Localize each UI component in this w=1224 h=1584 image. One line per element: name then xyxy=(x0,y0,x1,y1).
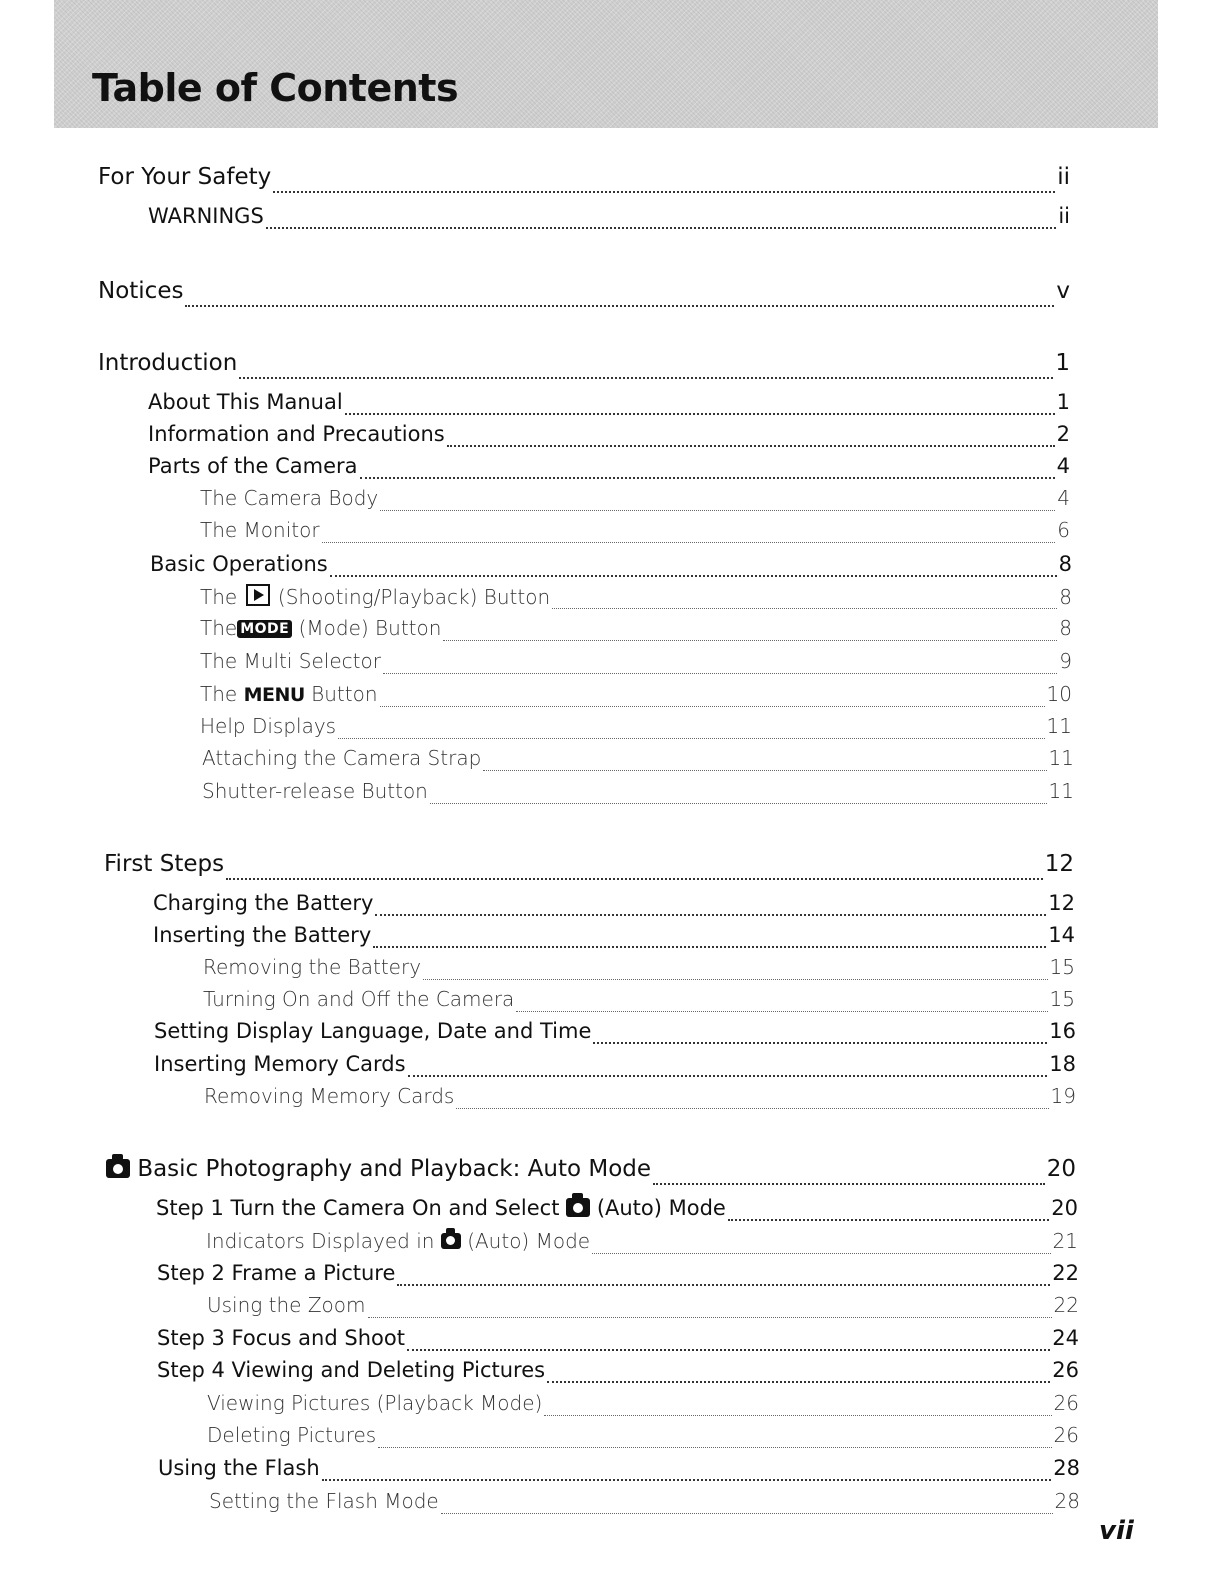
toc-entry-title: Setting Display Language, Date and Time xyxy=(154,1019,592,1043)
toc-entry[interactable] xyxy=(153,923,1075,953)
toc-entry-page: ii xyxy=(1058,204,1070,228)
toc-entry[interactable] xyxy=(200,649,1072,679)
toc-entry-page: 15 xyxy=(1049,987,1075,1011)
dot-leader xyxy=(552,608,1057,609)
dot-leader xyxy=(273,191,1055,193)
dot-leader xyxy=(447,445,1055,447)
toc-entry-title: Turning On and Off the Camera xyxy=(203,987,515,1011)
toc-entry[interactable] xyxy=(207,1293,1079,1323)
auto-mode-camera-icon xyxy=(566,1198,590,1217)
toc-entry[interactable] xyxy=(200,714,1072,744)
toc-entry[interactable] xyxy=(157,1326,1079,1356)
toc-entry-page: 22 xyxy=(1053,1293,1079,1317)
dot-leader xyxy=(345,413,1055,415)
toc-entry-title: Step 4 Viewing and Deleting Pictures xyxy=(157,1358,546,1382)
toc-entry[interactable] xyxy=(148,390,1070,420)
toc-entry-page: 6 xyxy=(1057,518,1070,542)
toc-entry-title: About This Manual xyxy=(148,390,343,414)
toc-entry-title: Viewing Pictures (Playback Mode) xyxy=(207,1391,543,1415)
dot-leader xyxy=(456,1108,1048,1109)
toc-entry-title: Removing the Battery xyxy=(203,955,422,979)
toc-entry-title: For Your Safety xyxy=(98,164,272,190)
toc-entry[interactable] xyxy=(106,1156,1076,1190)
toc-entry-title: Inserting Memory Cards xyxy=(154,1052,406,1076)
dot-leader xyxy=(360,477,1055,479)
toc-entry[interactable] xyxy=(154,1019,1076,1049)
toc-entry-title: Introduction xyxy=(98,350,238,376)
toc-entry-page: 4 xyxy=(1056,454,1070,478)
dot-leader xyxy=(380,706,1045,707)
dot-leader xyxy=(322,542,1056,543)
toc-entry-title xyxy=(200,682,378,706)
toc-entry[interactable] xyxy=(209,1489,1080,1519)
toc-entry-page: 11 xyxy=(1046,714,1072,738)
toc-entry-page: 11 xyxy=(1048,779,1074,803)
toc-entry-page: 9 xyxy=(1059,649,1072,673)
toc-entry-page: v xyxy=(1056,278,1070,304)
toc-entry-page: 28 xyxy=(1054,1489,1080,1513)
toc-entry-page: 21 xyxy=(1052,1229,1078,1253)
toc-entry[interactable] xyxy=(200,584,1072,614)
dot-leader xyxy=(423,979,1048,980)
toc-entry[interactable] xyxy=(98,350,1070,384)
toc-entry[interactable] xyxy=(156,1196,1078,1226)
dot-leader xyxy=(383,673,1057,674)
toc-entry-title: Basic Operations xyxy=(150,552,328,576)
toc-entry-title xyxy=(200,616,441,640)
dot-leader xyxy=(593,1042,1047,1044)
dot-leader xyxy=(322,1479,1052,1481)
toc-entry-title-before: Indicators Displayed in xyxy=(206,1229,435,1253)
toc-entry-title: Using the Flash xyxy=(158,1456,320,1480)
toc-entry-title xyxy=(200,584,550,609)
toc-entry-title: Information and Precautions xyxy=(148,422,445,446)
toc-entry[interactable] xyxy=(98,278,1070,312)
dot-leader xyxy=(378,1447,1051,1448)
toc-entry[interactable] xyxy=(202,779,1074,809)
dot-leader xyxy=(483,770,1046,771)
toc-entry-title: Step 2 Frame a Picture xyxy=(157,1261,396,1285)
dot-leader xyxy=(338,738,1044,739)
toc-entry[interactable] xyxy=(200,682,1072,712)
dot-leader xyxy=(547,1381,1050,1383)
toc-entry-page: 8 xyxy=(1059,616,1072,640)
page-title: Table of Contents xyxy=(92,66,459,110)
toc-entry-page: 11 xyxy=(1048,746,1074,770)
dot-leader xyxy=(516,1011,1047,1012)
dot-leader xyxy=(544,1415,1051,1416)
dot-leader xyxy=(443,640,1057,641)
dot-leader xyxy=(408,1075,1048,1077)
toc-entry-title: Attaching the Camera Strap xyxy=(202,746,482,770)
toc-entry[interactable] xyxy=(200,486,1070,516)
toc-entry-title: The Multi Selector xyxy=(200,649,381,673)
toc-entry-title-after: (Shooting/Playback) Button xyxy=(277,585,551,609)
toc-entry-title-after: Button xyxy=(311,682,378,706)
toc-entry-title: The Camera Body xyxy=(200,486,379,510)
toc-entry-page: 20 xyxy=(1046,1156,1076,1182)
toc-entry-title-before: The xyxy=(200,682,238,706)
dot-leader xyxy=(330,575,1057,577)
toc-entry[interactable] xyxy=(157,1261,1079,1291)
toc-entry-title: Removing Memory Cards xyxy=(204,1084,455,1108)
toc-entry-page: 1 xyxy=(1056,390,1070,414)
toc-entry-page: 8 xyxy=(1059,585,1072,609)
toc-entry-page: 8 xyxy=(1058,552,1072,576)
toc-entry-title-before: Step 1 Turn the Camera On and Select xyxy=(156,1196,560,1220)
toc-entry[interactable] xyxy=(157,1358,1079,1388)
toc-entry-title: The Monitor xyxy=(200,518,320,542)
toc-entry-page: 14 xyxy=(1048,923,1075,947)
toc-entry[interactable] xyxy=(200,518,1070,548)
dot-leader xyxy=(375,914,1046,916)
toc-entry-page: 12 xyxy=(1048,891,1075,915)
toc-entry-title: Shutter-release Button xyxy=(202,779,428,803)
toc-entry-title: Parts of the Camera xyxy=(148,454,358,478)
toc-entry-page: 28 xyxy=(1053,1456,1080,1480)
dot-leader xyxy=(373,946,1046,948)
dot-leader xyxy=(441,1513,1053,1514)
toc-entry[interactable] xyxy=(154,1052,1076,1082)
toc-entry-title-after: Basic Photography and Playback: Auto Mode xyxy=(137,1156,652,1182)
toc-entry-page: 2 xyxy=(1056,422,1070,446)
toc-entry-title: Help Displays xyxy=(200,714,337,738)
toc-entry-title-before: The xyxy=(200,585,238,609)
toc-entry-title: WARNINGS xyxy=(148,204,264,228)
toc-entry-page: 4 xyxy=(1057,486,1070,510)
toc-entry-title: Notices xyxy=(98,278,184,304)
toc-entry-page: 22 xyxy=(1052,1261,1079,1285)
dot-leader xyxy=(266,227,1057,229)
toc-entry-title xyxy=(156,1196,726,1220)
toc-entry-title: Charging the Battery xyxy=(153,891,374,915)
toc-entry[interactable] xyxy=(150,552,1072,582)
toc-entry[interactable] xyxy=(207,1391,1079,1421)
dot-leader xyxy=(728,1219,1049,1221)
toc-entry[interactable] xyxy=(207,1423,1079,1453)
toc-entry-title xyxy=(106,1156,651,1182)
toc-entry-title: Using the Zoom xyxy=(207,1293,366,1317)
toc-entry-page: 20 xyxy=(1051,1196,1078,1220)
page-number: vii xyxy=(1099,1516,1134,1546)
toc-entry[interactable] xyxy=(203,987,1075,1017)
toc-entry-title-after: (Mode) Button xyxy=(298,616,442,640)
toc-entry[interactable] xyxy=(200,616,1072,646)
toc-entry-page: 18 xyxy=(1049,1052,1076,1076)
dot-leader xyxy=(592,1253,1050,1254)
toc-entry[interactable] xyxy=(204,1084,1076,1114)
dot-leader xyxy=(407,1349,1050,1351)
toc-entry[interactable] xyxy=(158,1456,1080,1486)
toc-entry-title: Setting the Flash Mode xyxy=(209,1489,439,1513)
toc-entry[interactable] xyxy=(148,204,1070,234)
dot-leader xyxy=(653,1183,1045,1185)
toc-entry[interactable] xyxy=(203,955,1075,985)
toc-entry-title: First Steps xyxy=(104,851,225,877)
toc-entry[interactable] xyxy=(148,454,1070,484)
toc-entry-page: 15 xyxy=(1049,955,1075,979)
toc-entry[interactable] xyxy=(206,1229,1078,1259)
toc-entry-title-before: The xyxy=(200,616,238,640)
auto-mode-camera-icon xyxy=(441,1233,461,1249)
toc-entry[interactable] xyxy=(153,891,1075,921)
toc-entry-page: 16 xyxy=(1049,1019,1076,1043)
toc-entry-title-after: (Auto) Mode xyxy=(596,1196,726,1220)
playback-button-icon xyxy=(246,584,270,606)
toc-entry-page: 12 xyxy=(1044,851,1074,877)
toc-entry[interactable] xyxy=(104,851,1074,885)
toc-entry-page: 26 xyxy=(1052,1358,1079,1382)
toc-entry[interactable] xyxy=(148,422,1070,452)
auto-mode-camera-icon xyxy=(106,1159,130,1178)
toc-entry-page: 26 xyxy=(1053,1391,1079,1415)
dot-leader xyxy=(380,510,1055,511)
toc-entry-page: 1 xyxy=(1055,350,1070,376)
dot-leader xyxy=(239,377,1053,379)
toc-entry-title: Deleting Pictures xyxy=(207,1423,377,1447)
toc-entry-page: 24 xyxy=(1052,1326,1079,1350)
menu-button-icon: MENU xyxy=(243,684,305,706)
toc-entry[interactable] xyxy=(202,746,1074,776)
dot-leader xyxy=(397,1284,1050,1286)
toc-entry-page: ii xyxy=(1057,164,1070,190)
toc-entry-title: Step 3 Focus and Shoot xyxy=(157,1326,405,1350)
dot-leader xyxy=(430,803,1047,804)
toc-entry-title xyxy=(206,1229,590,1253)
toc-entry-title-after: (Auto) Mode xyxy=(467,1229,591,1253)
toc-entry[interactable] xyxy=(98,164,1070,198)
toc-entry-page: 26 xyxy=(1053,1423,1079,1447)
toc-entry-title: Inserting the Battery xyxy=(153,923,372,947)
toc-entry-page: 19 xyxy=(1050,1084,1076,1108)
dot-leader xyxy=(368,1317,1052,1318)
mode-button-icon: MODE xyxy=(237,620,292,638)
dot-leader xyxy=(185,305,1054,307)
toc-entry-page: 10 xyxy=(1046,682,1072,706)
dot-leader xyxy=(226,878,1043,880)
